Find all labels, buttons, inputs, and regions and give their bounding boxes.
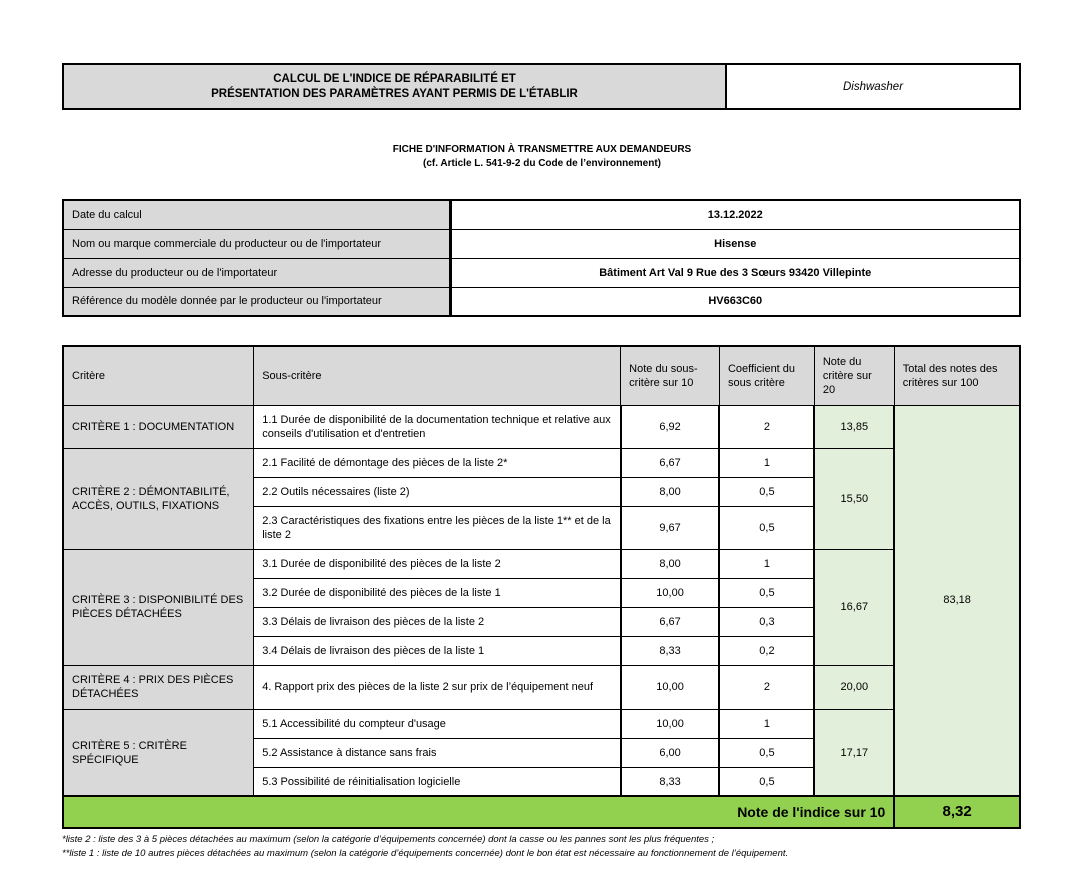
table-row bbox=[63, 665, 1020, 709]
sub-criterion: 2.2 Outils nécessaires (liste 2) bbox=[254, 477, 621, 506]
info-row bbox=[63, 287, 1020, 316]
sub-coef: 0,3 bbox=[719, 607, 814, 636]
header-product: Dishwasher bbox=[727, 63, 1021, 110]
sub-coef: 0,5 bbox=[719, 738, 814, 767]
header-row bbox=[63, 346, 1020, 405]
sub-score: 8,00 bbox=[621, 477, 720, 506]
sub-criterion: 2.1 Facilité de démontage des pièces de la liste 2* bbox=[254, 448, 621, 477]
sub-coef: 2 bbox=[719, 665, 814, 709]
info-table bbox=[62, 199, 1021, 317]
table-row bbox=[63, 709, 1020, 738]
sub-coef: 0,5 bbox=[719, 477, 814, 506]
sub-score: 6,67 bbox=[621, 607, 720, 636]
sub-criterion: 5.2 Assistance à distance sans frais bbox=[254, 738, 621, 767]
fiche-heading bbox=[0, 143, 1084, 171]
col-total: Total des notes des critères sur 100 bbox=[894, 346, 1020, 405]
sub-criterion: 5.1 Accessibilité du compteur d'usage bbox=[254, 709, 621, 738]
sub-criterion: 2.3 Caractéristiques des fixations entre les pièces de la liste 1** et de la liste 2 bbox=[254, 506, 621, 549]
sub-criterion: 1.1 Durée de disponibilité de la documentation technique et relative aux conseils d'utilisation et d'entretien bbox=[254, 405, 621, 448]
col-critere: Critère bbox=[63, 346, 254, 405]
header-title-line2: PRÉSENTATION DES PARAMÈTRES AYANT PERMIS DE L'ÉTABLIR bbox=[211, 87, 578, 100]
sub-score: 6,92 bbox=[621, 405, 720, 448]
criterion-note: 20,00 bbox=[814, 665, 894, 709]
criterion-name: CRITÈRE 3 : DISPONIBILITÉ DES PIÈCES DÉTACHÉES bbox=[63, 549, 254, 665]
info-label: Nom ou marque commerciale du producteur ou de l'importateur bbox=[63, 229, 450, 258]
criterion-name: CRITÈRE 1 : DOCUMENTATION bbox=[63, 405, 254, 448]
fiche-line2: (cf. Article L. 541-9-2 du Code de l’environnement) bbox=[422, 158, 661, 169]
criterion-note: 16,67 bbox=[814, 549, 894, 665]
sub-coef: 1 bbox=[719, 549, 814, 578]
table-row bbox=[63, 549, 1020, 578]
sub-criterion: 3.2 Durée de disponibilité des pièces de la liste 1 bbox=[254, 578, 621, 607]
sub-criterion: 3.1 Durée de disponibilité des pièces de la liste 2 bbox=[254, 549, 621, 578]
footer-row bbox=[63, 796, 1020, 828]
footnotes bbox=[62, 833, 1072, 861]
sub-score: 9,67 bbox=[621, 506, 720, 549]
sub-score: 10,00 bbox=[621, 578, 720, 607]
sub-coef: 1 bbox=[719, 448, 814, 477]
criterion-name: CRITÈRE 5 : CRITÈRE SPÉCIFIQUE bbox=[63, 709, 254, 796]
info-value: Bâtiment Art Val 9 Rue des 3 Sœurs 93420 Villepinte bbox=[450, 258, 1020, 287]
info-value: HV663C60 bbox=[450, 287, 1020, 316]
criterion-note: 17,17 bbox=[814, 709, 894, 796]
sub-score: 8,33 bbox=[621, 767, 720, 796]
header-title bbox=[62, 63, 727, 110]
header-title-line1: CALCUL DE L'INDICE DE RÉPARABILITÉ ET bbox=[273, 72, 516, 85]
table-row bbox=[63, 405, 1020, 448]
sub-score: 6,00 bbox=[621, 738, 720, 767]
criterion-name: CRITÈRE 4 : PRIX DES PIÈCES DÉTACHÉES bbox=[63, 665, 254, 709]
sub-score: 8,33 bbox=[621, 636, 720, 665]
sub-criterion: 3.4 Délais de livraison des pièces de la liste 1 bbox=[254, 636, 621, 665]
sub-coef: 1 bbox=[719, 709, 814, 738]
sub-coef: 0,5 bbox=[719, 506, 814, 549]
info-label: Référence du modèle donnée par le producteur ou l'importateur bbox=[63, 287, 450, 316]
sub-score: 8,00 bbox=[621, 549, 720, 578]
total-100: 83,18 bbox=[894, 405, 1020, 796]
info-label: Date du calcul bbox=[63, 200, 450, 229]
info-value: Hisense bbox=[450, 229, 1020, 258]
fiche-line1: FICHE D'INFORMATION À TRANSMETTRE AUX DEMANDEURS bbox=[392, 144, 692, 155]
sub-score: 6,67 bbox=[621, 448, 720, 477]
col-note-crit: Note du critère sur 20 bbox=[814, 346, 894, 405]
criterion-note: 15,50 bbox=[814, 448, 894, 549]
footnote-liste-2: *liste 2 : liste des 3 à 5 pièces détachées au maximum (selon la catégorie d’équipements concernée) dont la casse ou les pannes sont les plus fréquentes ; bbox=[62, 834, 715, 845]
sub-criterion: 4. Rapport prix des pièces de la liste 2 sur prix de l’équipement neuf bbox=[254, 665, 621, 709]
info-label: Adresse du producteur ou de l'importateur bbox=[63, 258, 450, 287]
info-row bbox=[63, 258, 1020, 287]
sub-coef: 0,2 bbox=[719, 636, 814, 665]
table-row bbox=[63, 448, 1020, 477]
sub-coef: 2 bbox=[719, 405, 814, 448]
sub-coef: 0,5 bbox=[719, 767, 814, 796]
col-note-sous: Note du sous-critère sur 10 bbox=[621, 346, 720, 405]
info-row bbox=[63, 200, 1020, 229]
info-row bbox=[63, 229, 1020, 258]
info-value: 13.12.2022 bbox=[450, 200, 1020, 229]
footnote-liste-1: **liste 1 : liste de 10 autres pièces détachées au maximum (selon la catégorie d’équipements concernée) dont le bon état est nécessaire au fonctionnement de l’équipement. bbox=[62, 848, 789, 859]
sub-coef: 0,5 bbox=[719, 578, 814, 607]
sub-score: 10,00 bbox=[621, 709, 720, 738]
sub-criterion: 3.3 Délais de livraison des pièces de la liste 2 bbox=[254, 607, 621, 636]
col-coef: Coefficient du sous critère bbox=[719, 346, 814, 405]
index-value: 8,32 bbox=[894, 796, 1020, 828]
criterion-note: 13,85 bbox=[814, 405, 894, 448]
col-sous-critere: Sous-critère bbox=[254, 346, 621, 405]
sub-criterion: 5.3 Possibilité de réinitialisation logicielle bbox=[254, 767, 621, 796]
sub-score: 10,00 bbox=[621, 665, 720, 709]
score-table bbox=[62, 345, 1021, 829]
index-label: Note de l'indice sur 10 bbox=[63, 796, 894, 828]
criterion-name: CRITÈRE 2 : DÉMONTABILITÉ, ACCÈS, OUTILS, FIXATIONS bbox=[63, 448, 254, 549]
